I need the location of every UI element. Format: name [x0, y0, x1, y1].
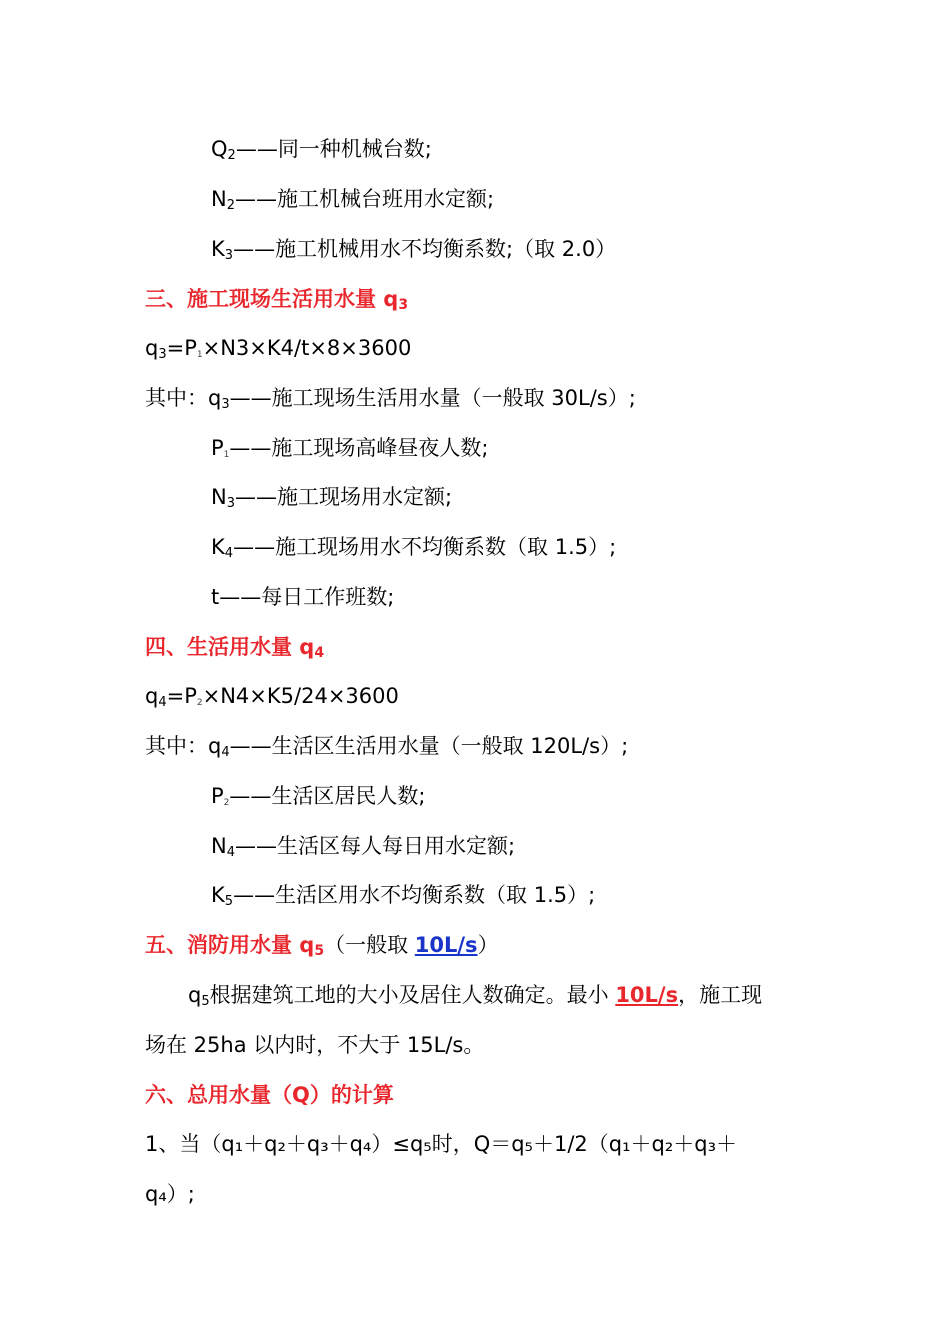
- section5-paragraph-line1: $q_5$根据建筑工地的大小及居住人数确定。最小 10L/s，施工现: [188, 983, 763, 1009]
- q2-definition: $Q_2——$同一种机械台数;: [211, 137, 432, 163]
- case1-line1: 1、当（q₁＋q₂＋q₃＋q₄）≤q₅时，Q＝q₅＋1/2（q₁＋q₂＋q₃＋: [145, 1132, 738, 1156]
- min-fire-water-value: 10L/s: [615, 983, 679, 1007]
- section3-formula: $q_3=P1\times N3\times K4/t\times 8\times 3600$: [145, 336, 412, 362]
- section4-formula: $q_4=P2\times N4\times K5/24\times 3600$: [145, 684, 399, 710]
- k5-definition: $K_5——$生活区用水不均衡系数（取 1.5）;: [211, 883, 596, 909]
- p1-definition: P1——施工现场高峰昼夜人数;: [211, 436, 489, 460]
- n2-definition: $N_2——$施工机械台班用水定额;: [211, 187, 495, 213]
- q4-definition: 其中：$q_4——$生活区生活用水量（一般取 120L/s）;: [145, 734, 629, 760]
- section4-heading: 四、生活用水量 q4: [145, 635, 325, 661]
- p2-definition: P2——生活区居民人数;: [211, 784, 426, 808]
- section5-paragraph-line2: 场在 25ha 以内时，不大于 15L/s。: [145, 1033, 485, 1057]
- section3-heading: 三、施工现场生活用水量 q3: [145, 287, 409, 313]
- case1-line2: q₄）;: [145, 1182, 195, 1206]
- section5-heading: 五、消防用水量 q5（一般取 10L/s）: [145, 933, 499, 959]
- n3-definition: $N_3——$施工现场用水定额;: [211, 485, 453, 511]
- k4-definition: $K_4——$施工现场用水不均衡系数（取 1.5）;: [211, 535, 617, 561]
- section6-heading: 六、总用水量（Q）的计算: [145, 1083, 394, 1107]
- q3-definition: 其中：$q_3——$施工现场生活用水量（一般取 30L/s）;: [145, 386, 636, 412]
- t-definition: t——每日工作班数;: [211, 585, 395, 609]
- n4-definition: $N_4——$生活区每人每日用水定额;: [211, 834, 516, 860]
- k3-definition: $K_3——$施工机械用水不均衡系数;（取 2.0）: [211, 237, 617, 263]
- fire-water-value-link: 10L/s: [414, 933, 478, 957]
